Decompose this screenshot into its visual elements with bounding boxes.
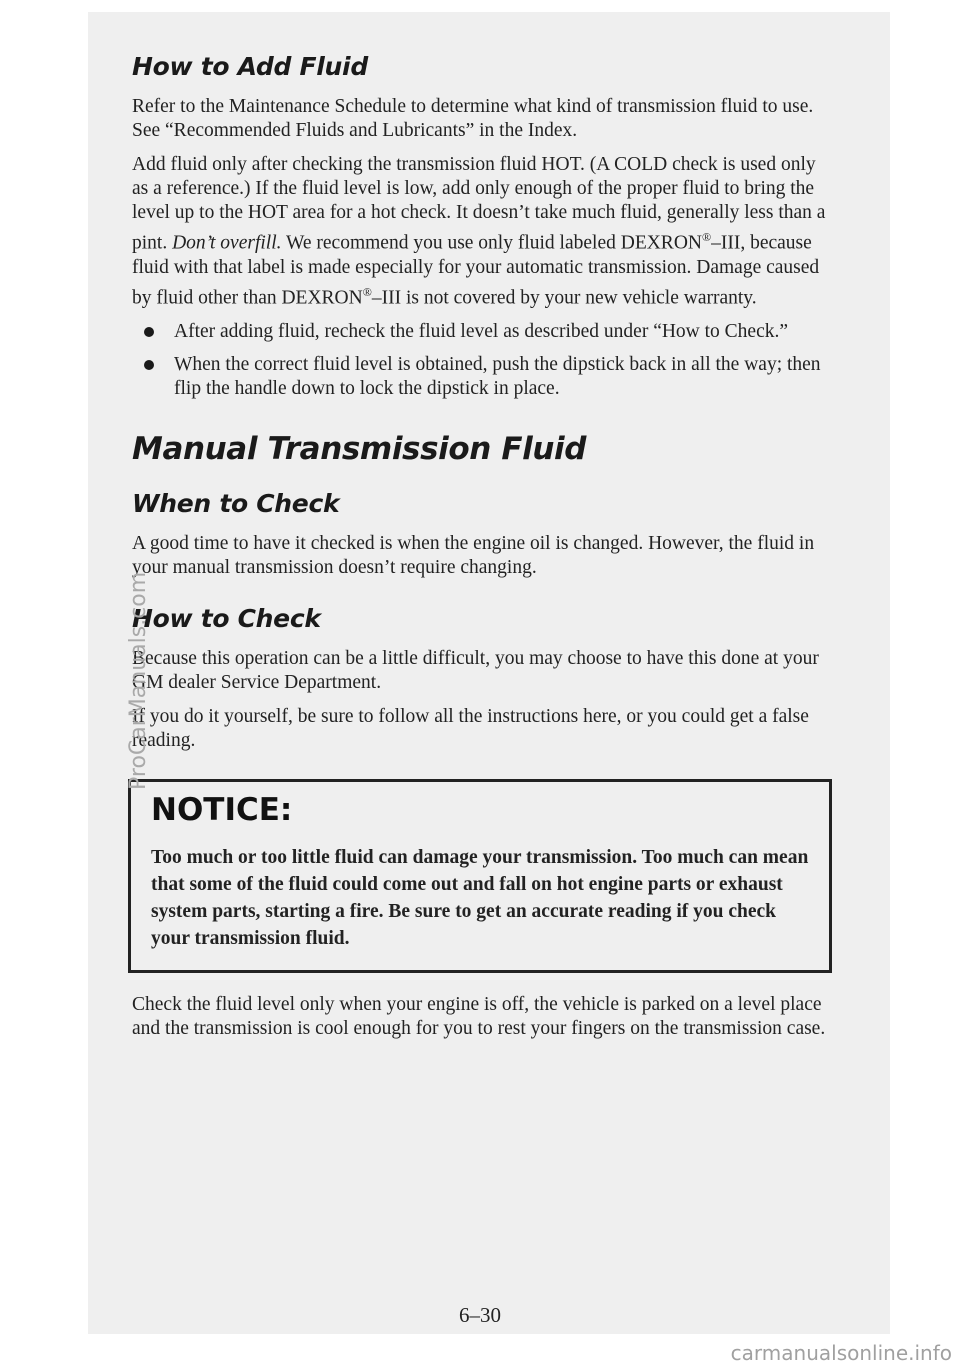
text-run: Add fluid only after checking the transmission fluid HOT. (A COLD check is used only as a reference.) If the fluid level is low, add only enough of the proper fluid to bring the level up to the HOT area for a hot check. It doesn’t take much fluid, generally less than a pint. <box>132 154 826 254</box>
notice-box <box>128 779 832 973</box>
add-fluid-bullet-list <box>132 320 832 401</box>
watermark-text: ProCarManuals.com <box>126 571 151 790</box>
how-to-check-paragraph-2: If you do it yourself, be sure to follow all the instructions here, or you could get a false reading. <box>132 706 809 751</box>
bullet-text: When the correct fluid level is obtained, push the dipstick back in all the way; then flip the handle down to lock the dipstick in place. <box>174 354 821 399</box>
how-to-check-paragraph-1: Because this operation can be a little difficult, you may choose to have this done at your GM dealer Service Department. <box>132 648 819 693</box>
list-item <box>132 353 832 401</box>
add-fluid-paragraph-1: Refer to the Maintenance Schedule to determine what kind of transmission fluid to use. See “Recommended Fluids and Lubricants” in the Index. <box>132 96 814 141</box>
when-to-check-text: A good time to have it checked is when the engine oil is changed. However, the fluid in your manual transmission doesn’t require changing. <box>132 533 815 578</box>
how-to-check-heading: How to Check <box>132 604 321 633</box>
notice-title: NOTICE: <box>151 792 293 828</box>
bullet-text: After adding fluid, recheck the fluid level as described under “How to Check.” <box>174 321 789 342</box>
registered-mark: ® <box>701 230 712 244</box>
list-item <box>132 320 832 344</box>
footer-site-link[interactable]: carmanualsonline.info <box>730 1341 952 1365</box>
bullet-icon <box>144 360 154 370</box>
registered-mark: ® <box>362 284 372 299</box>
text-run: –III, because fluid with that label is made especially for your automatic transmission. Damage caused by fluid other than DEXRON <box>132 232 820 308</box>
how-to-add-fluid-heading: How to Add Fluid <box>132 52 368 81</box>
when-to-check-heading: When to Check <box>132 489 340 518</box>
text-run: –III is not covered by your new vehicle warranty. <box>371 287 757 308</box>
check-fluid-paragraph: Check the fluid level only when your engine is off, the vehicle is parked on a level place and the transmission is cool enough for you to rest your fingers on the transmission case. <box>132 994 826 1039</box>
page-content <box>132 52 832 1051</box>
add-fluid-paragraph-2 <box>132 153 832 310</box>
page-number: 6–30 <box>459 1303 501 1327</box>
manual-transmission-fluid-heading: Manual Transmission Fluid <box>132 431 587 467</box>
dont-overfill-emphasis: Don’t overfill. <box>172 232 282 254</box>
bullet-icon <box>144 327 154 337</box>
notice-text: Too much or too little fluid can damage your transmission. Too much can mean that some of the fluid could come out and fall on hot engine parts or exhaust system parts, starting a fire. Be sure to get an accurate reading if you check your transmission fluid. <box>151 847 809 949</box>
text-run: We recommend you use only fluid labeled DEXRON <box>281 232 702 254</box>
